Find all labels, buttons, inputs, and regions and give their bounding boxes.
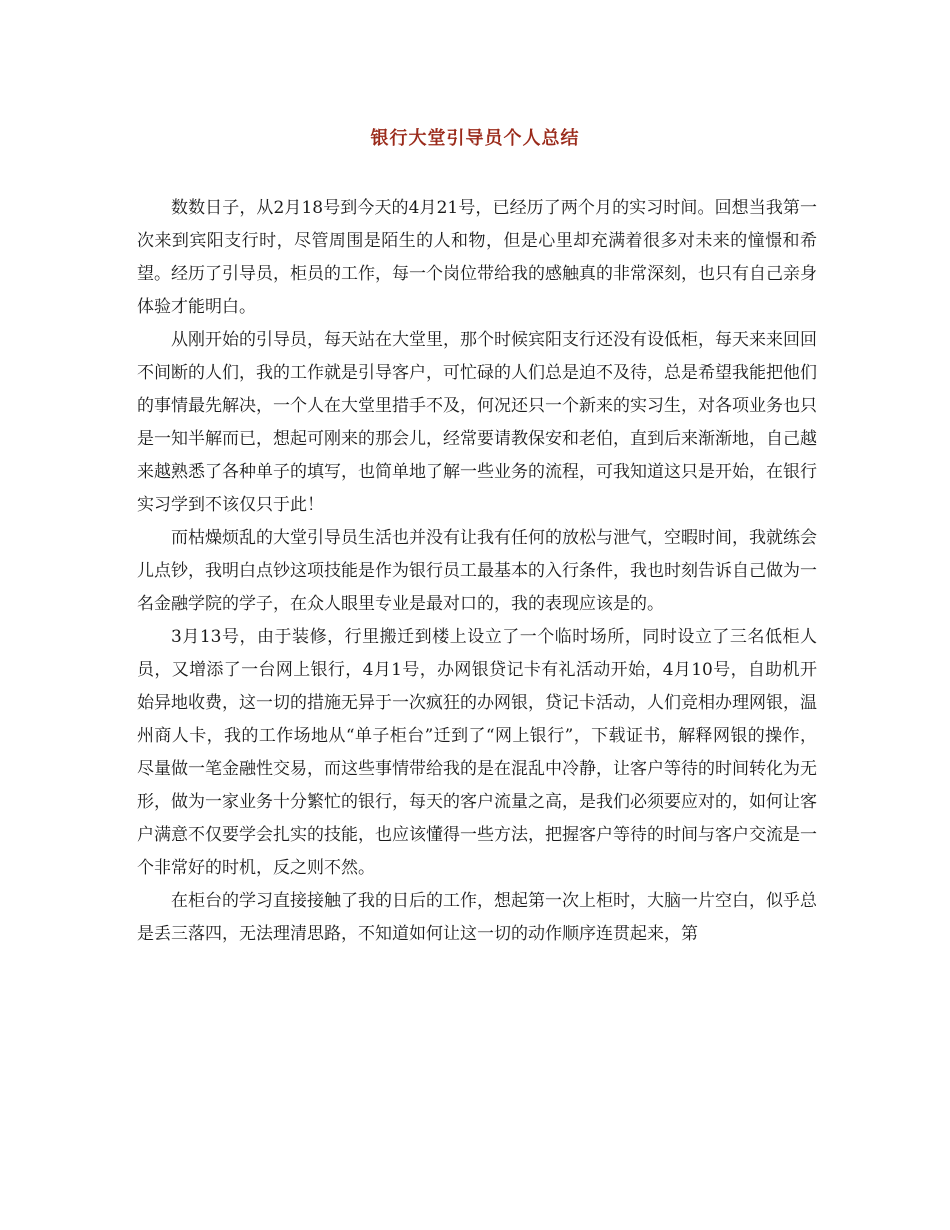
paragraph: 从刚开始的引导员，每天站在大堂里，那个时候宾阳支行还没有设低柜，每天来来回回不间断的人们，我的工作就是引导客户，可忙碌的人们总是迫不及待，总是希望我能把他们的事情最先解决，一个人在大堂里措手不及，何况还只一个新来的实习生，对各项业务也只是一知半解而已，想起可刚来的那会儿，经常要请教保安和老伯，直到后来渐渐地，自己越来越熟悉了各种单子的填写，也简单地了解一些业务的流程，可我知道这只是开始，在银行实习学到不该仅只于此！: [137, 330, 817, 515]
document-body: [137, 192, 817, 951]
document-title: 银行大堂引导员个人总结: [370, 128, 580, 149]
paragraph: 数数日子，从2月18号到今天的4月21号，已经历了两个月的实习时间。回想当我第一次来到宾阳支行时，尽管周围是陌生的人和物，但是心里却充满着很多对未来的憧憬和希望。经历了引导员，柜员的工作，每一个岗位带给我的感触真的非常深刻，也只有自己亲身体验才能明白。: [137, 198, 817, 317]
paragraph: 在柜台的学习直接接触了我的日后的工作，想起第一次上柜时，大脑一片空白，似乎总是丢三落四，无法理清思路，不知道如何让这一切的动作顺序连贯起来，第: [137, 891, 817, 944]
paragraph: 3月13号，由于装修，行里搬迁到楼上设立了一个临时场所，同时设立了三名低柜人员，又增添了一台网上银行，4月1号，办网银贷记卡有礼活动开始，4月10号，自助机开始异地收费，这一切的措施无异于一次疯狂的办网银，贷记卡活动，人们竞相办理网银，温州商人卡，我的工作场地从“单子柜台”迁到了“网上银行”，下载证书，解释网银的操作，尽量做一笔金融性交易，而这些事情带给我的是在混乱中冷静，让客户等待的时间转化为无形，做为一家业务十分繁忙的银行，每天的客户流量之高，是我们必须要应对的，如何让客户满意不仅要学会扎实的技能，也应该懂得一些方法，把握客户等待的时间与客户交流是一个非常好的时机，反之则不然。: [137, 627, 817, 878]
paragraph: 而枯燥烦乱的大堂引导员生活也并没有让我有任何的放松与泄气，空暇时间，我就练会儿点钞，我明白点钞这项技能是作为银行员工最基本的入行条件，我也时刻告诉自己做为一名金融学院的学子，在众人眼里专业是最对口的，我的表现应该是的。: [137, 528, 817, 614]
